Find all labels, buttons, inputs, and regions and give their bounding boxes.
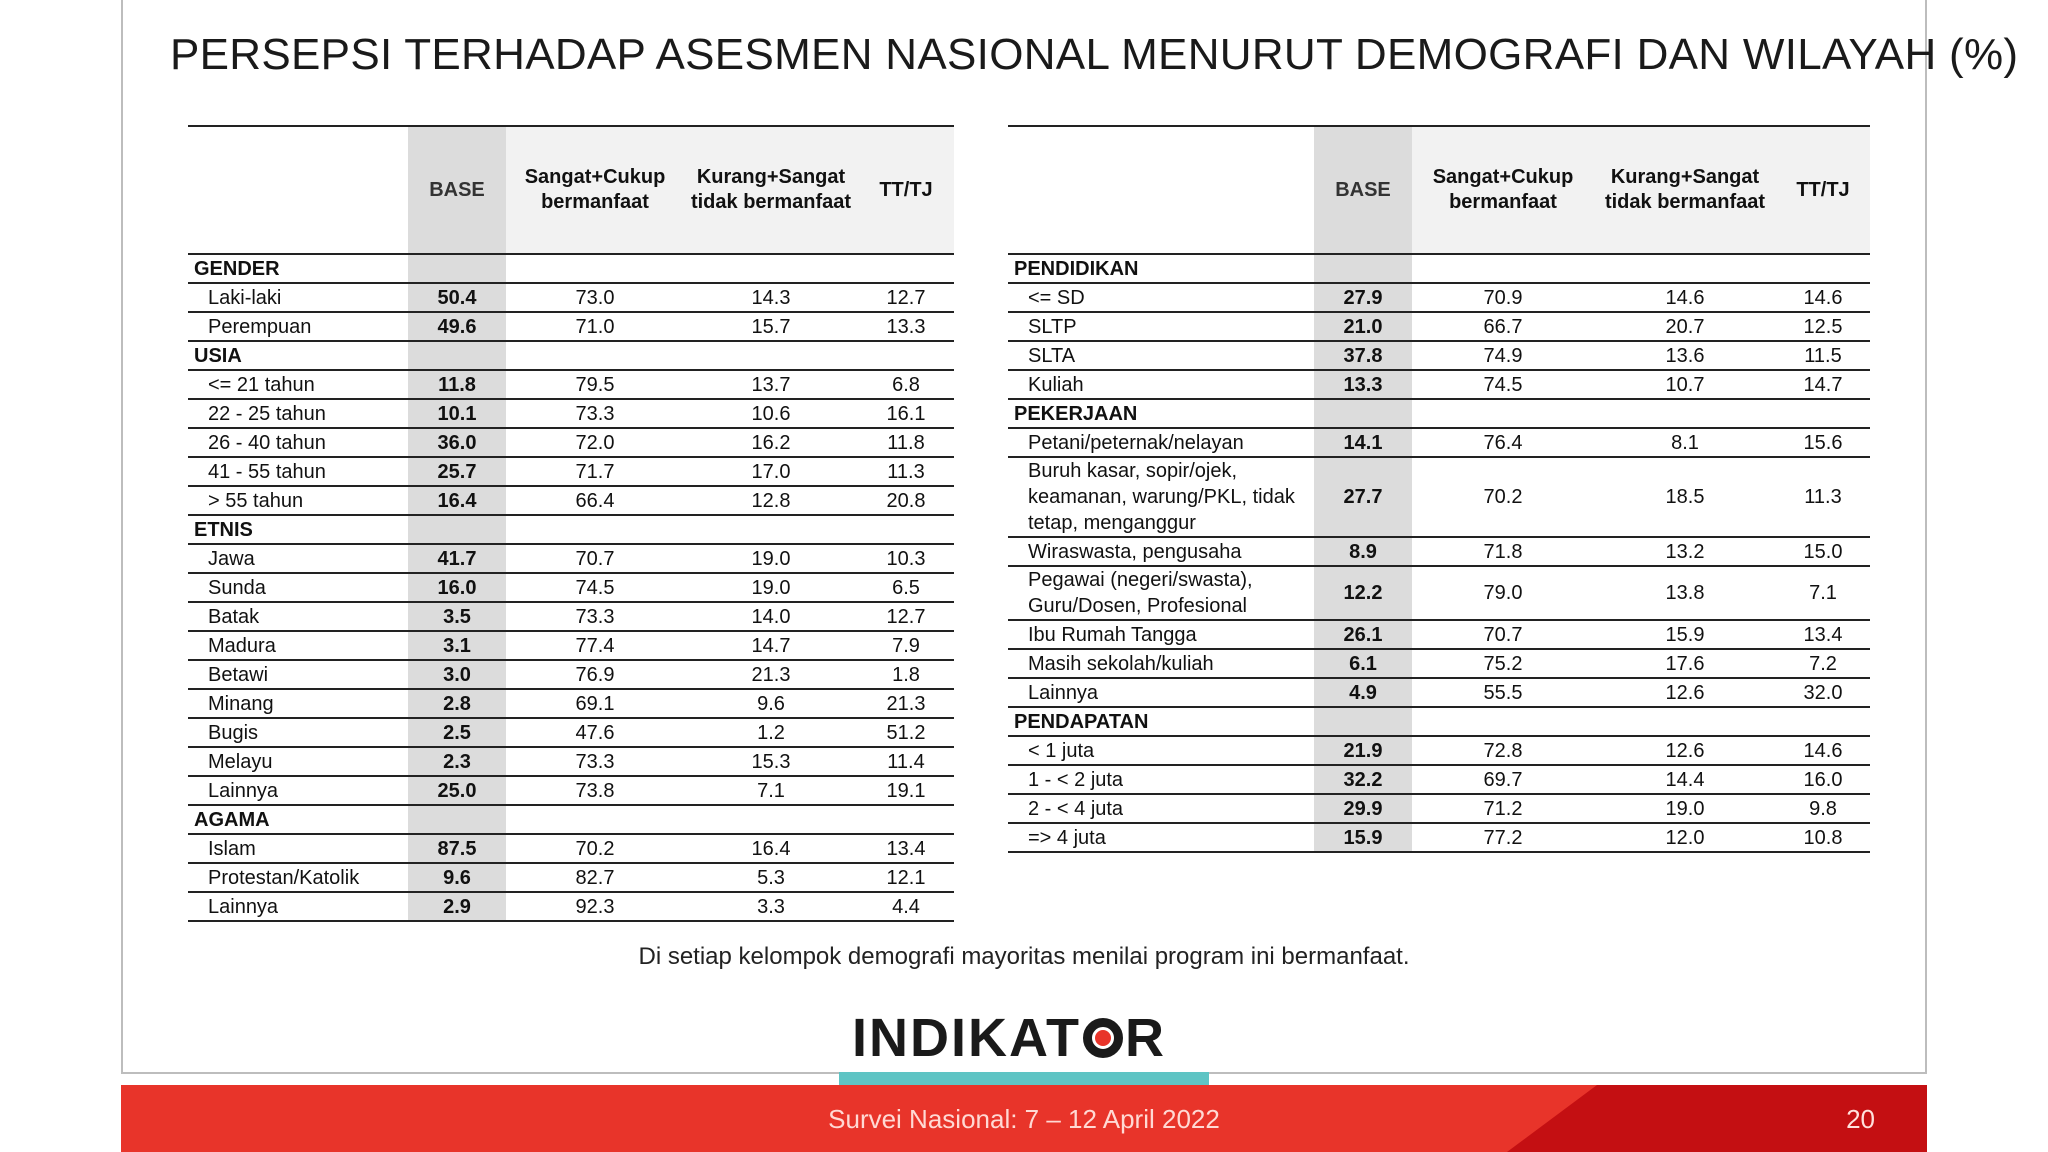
table-row — [1008, 341, 1870, 370]
row-label: < 1 juta — [1008, 736, 1314, 765]
empty-cell — [408, 254, 506, 283]
section-header: GENDER — [188, 254, 408, 283]
sangat-cukup-value: 70.2 — [506, 834, 684, 863]
table-row — [1008, 370, 1870, 399]
footer-bar — [121, 1085, 1927, 1152]
empty-cell — [858, 805, 954, 834]
row-label: <= 21 tahun — [188, 370, 408, 399]
row-label: 1 - < 2 juta — [1008, 765, 1314, 794]
kurang-sangat-value: 15.3 — [684, 747, 858, 776]
tt-tj-value: 10.8 — [1776, 823, 1870, 852]
header-sangat-cukup: Sangat+Cukup bermanfaat — [506, 126, 684, 254]
table-row — [1008, 649, 1870, 678]
row-label: SLTA — [1008, 341, 1314, 370]
empty-cell — [1594, 399, 1776, 428]
table-row — [188, 689, 954, 718]
logo-text-left: INDIKAT — [852, 1008, 1081, 1068]
table-row — [188, 457, 954, 486]
table-row — [1008, 537, 1870, 566]
empty-cell — [506, 515, 684, 544]
base-value: 16.0 — [408, 573, 506, 602]
empty-cell — [858, 515, 954, 544]
sangat-cukup-value: 73.0 — [506, 283, 684, 312]
kurang-sangat-value: 12.0 — [1594, 823, 1776, 852]
section-row — [188, 805, 954, 834]
table-row — [188, 544, 954, 573]
tt-tj-value: 16.0 — [1776, 765, 1870, 794]
row-label: <= SD — [1008, 283, 1314, 312]
section-row — [1008, 707, 1870, 736]
sangat-cukup-value: 77.2 — [1412, 823, 1594, 852]
empty-cell — [1412, 399, 1594, 428]
table-row — [188, 660, 954, 689]
sangat-cukup-value: 69.1 — [506, 689, 684, 718]
header-label-col — [188, 126, 408, 254]
section-header: PENDIDIKAN — [1008, 254, 1314, 283]
header-kurang-sangat: Kurang+Sangat tidak bermanfaat — [1594, 126, 1776, 254]
base-value: 3.1 — [408, 631, 506, 660]
header-tt-tj: TT/TJ — [1776, 126, 1870, 254]
row-label: Batak — [188, 602, 408, 631]
sangat-cukup-value: 76.4 — [1412, 428, 1594, 457]
row-label: Minang — [188, 689, 408, 718]
kurang-sangat-value: 14.6 — [1594, 283, 1776, 312]
sangat-cukup-value: 74.5 — [506, 573, 684, 602]
base-value: 21.0 — [1314, 312, 1412, 341]
left-table — [188, 125, 954, 922]
sangat-cukup-value: 71.8 — [1412, 537, 1594, 566]
kurang-sangat-value: 15.9 — [1594, 620, 1776, 649]
base-value: 2.8 — [408, 689, 506, 718]
base-value: 26.1 — [1314, 620, 1412, 649]
base-value: 27.7 — [1314, 457, 1412, 537]
row-label: Wiraswasta, pengusaha — [1008, 537, 1314, 566]
table-row — [188, 428, 954, 457]
kurang-sangat-value: 8.1 — [1594, 428, 1776, 457]
kurang-sangat-value: 19.0 — [684, 573, 858, 602]
table-row — [188, 631, 954, 660]
table-row — [1008, 736, 1870, 765]
tt-tj-value: 51.2 — [858, 718, 954, 747]
tt-tj-value: 16.1 — [858, 399, 954, 428]
sangat-cukup-value: 75.2 — [1412, 649, 1594, 678]
row-label: Lainnya — [1008, 678, 1314, 707]
base-value: 4.9 — [1314, 678, 1412, 707]
kurang-sangat-value: 16.2 — [684, 428, 858, 457]
base-value: 14.1 — [1314, 428, 1412, 457]
row-label: Lainnya — [188, 892, 408, 921]
kurang-sangat-value: 14.4 — [1594, 765, 1776, 794]
base-value: 50.4 — [408, 283, 506, 312]
empty-cell — [1776, 399, 1870, 428]
kurang-sangat-value: 20.7 — [1594, 312, 1776, 341]
table-row — [188, 312, 954, 341]
base-value: 29.9 — [1314, 794, 1412, 823]
kurang-sangat-value: 21.3 — [684, 660, 858, 689]
empty-cell — [858, 341, 954, 370]
survey-caption: Survei Nasional: 7 – 12 April 2022 — [828, 1104, 1220, 1134]
base-value: 3.5 — [408, 602, 506, 631]
empty-cell — [1776, 707, 1870, 736]
tt-tj-value: 11.5 — [1776, 341, 1870, 370]
right-table — [1008, 125, 1870, 853]
table-row — [1008, 428, 1870, 457]
tt-tj-value: 13.3 — [858, 312, 954, 341]
row-label: 41 - 55 tahun — [188, 457, 408, 486]
tt-tj-value: 11.3 — [858, 457, 954, 486]
row-label: Lainnya — [188, 776, 408, 805]
base-value: 2.5 — [408, 718, 506, 747]
sangat-cukup-value: 74.5 — [1412, 370, 1594, 399]
tt-tj-value: 14.6 — [1776, 283, 1870, 312]
base-value: 2.3 — [408, 747, 506, 776]
sangat-cukup-value: 70.7 — [1412, 620, 1594, 649]
section-row — [1008, 399, 1870, 428]
tt-tj-value: 12.7 — [858, 283, 954, 312]
row-label: Betawi — [188, 660, 408, 689]
table-row — [1008, 283, 1870, 312]
empty-cell — [1776, 254, 1870, 283]
base-value: 9.6 — [408, 863, 506, 892]
row-label: Laki-laki — [188, 283, 408, 312]
base-value: 27.9 — [1314, 283, 1412, 312]
sangat-cukup-value: 70.9 — [1412, 283, 1594, 312]
kurang-sangat-value: 9.6 — [684, 689, 858, 718]
header-tt-tj: TT/TJ — [858, 126, 954, 254]
section-header: AGAMA — [188, 805, 408, 834]
table-row — [188, 399, 954, 428]
row-label: Pegawai (negeri/swasta), Guru/Dosen, Profesional — [1008, 566, 1314, 620]
kurang-sangat-value: 13.7 — [684, 370, 858, 399]
section-header: PEKERJAAN — [1008, 399, 1314, 428]
logo-target-icon — [1083, 1018, 1123, 1058]
table-row — [188, 486, 954, 515]
kurang-sangat-value: 10.7 — [1594, 370, 1776, 399]
table-row — [1008, 765, 1870, 794]
kurang-sangat-value: 14.3 — [684, 283, 858, 312]
kurang-sangat-value: 12.6 — [1594, 678, 1776, 707]
empty-cell — [684, 515, 858, 544]
tt-tj-value: 11.4 — [858, 747, 954, 776]
header-base: BASE — [1314, 126, 1412, 254]
table-row — [1008, 678, 1870, 707]
tt-tj-value: 21.3 — [858, 689, 954, 718]
tt-tj-value: 13.4 — [1776, 620, 1870, 649]
tt-tj-value: 6.5 — [858, 573, 954, 602]
sangat-cukup-value: 82.7 — [506, 863, 684, 892]
tt-tj-value: 11.3 — [1776, 457, 1870, 537]
row-label: => 4 juta — [1008, 823, 1314, 852]
base-value: 36.0 — [408, 428, 506, 457]
sangat-cukup-value: 66.7 — [1412, 312, 1594, 341]
page-number: 20 — [1846, 1104, 1875, 1134]
base-value: 6.1 — [1314, 649, 1412, 678]
empty-cell — [408, 341, 506, 370]
tt-tj-value: 14.6 — [1776, 736, 1870, 765]
table-row — [1008, 457, 1870, 537]
empty-cell — [408, 805, 506, 834]
sangat-cukup-value: 74.9 — [1412, 341, 1594, 370]
empty-cell — [1412, 254, 1594, 283]
base-value: 2.9 — [408, 892, 506, 921]
header-sangat-cukup: Sangat+Cukup bermanfaat — [1412, 126, 1594, 254]
tt-tj-value: 15.0 — [1776, 537, 1870, 566]
base-value: 21.9 — [1314, 736, 1412, 765]
table-row — [188, 863, 954, 892]
sangat-cukup-value: 73.3 — [506, 602, 684, 631]
tt-tj-value: 7.2 — [1776, 649, 1870, 678]
kurang-sangat-value: 18.5 — [1594, 457, 1776, 537]
kurang-sangat-value: 12.8 — [684, 486, 858, 515]
empty-cell — [1594, 707, 1776, 736]
tt-tj-value: 20.8 — [858, 486, 954, 515]
kurang-sangat-value: 7.1 — [684, 776, 858, 805]
empty-cell — [1314, 707, 1412, 736]
empty-cell — [1412, 707, 1594, 736]
tt-tj-value: 6.8 — [858, 370, 954, 399]
empty-cell — [408, 515, 506, 544]
row-label: Perempuan — [188, 312, 408, 341]
kurang-sangat-value: 14.0 — [684, 602, 858, 631]
tt-tj-value: 10.3 — [858, 544, 954, 573]
section-header: ETNIS — [188, 515, 408, 544]
sangat-cukup-value: 77.4 — [506, 631, 684, 660]
sangat-cukup-value: 73.3 — [506, 399, 684, 428]
row-label: Jawa — [188, 544, 408, 573]
table-row — [1008, 566, 1870, 620]
empty-cell — [684, 254, 858, 283]
tt-tj-value: 14.7 — [1776, 370, 1870, 399]
row-label: Kuliah — [1008, 370, 1314, 399]
tt-tj-value: 12.7 — [858, 602, 954, 631]
sangat-cukup-value: 79.0 — [1412, 566, 1594, 620]
table-row — [1008, 312, 1870, 341]
row-label: Bugis — [188, 718, 408, 747]
base-value: 12.2 — [1314, 566, 1412, 620]
base-value: 87.5 — [408, 834, 506, 863]
empty-cell — [506, 254, 684, 283]
row-label: Madura — [188, 631, 408, 660]
kurang-sangat-value: 1.2 — [684, 718, 858, 747]
table-row — [188, 776, 954, 805]
base-value: 8.9 — [1314, 537, 1412, 566]
row-label: > 55 tahun — [188, 486, 408, 515]
base-value: 15.9 — [1314, 823, 1412, 852]
sangat-cukup-value: 70.2 — [1412, 457, 1594, 537]
tt-tj-value: 15.6 — [1776, 428, 1870, 457]
section-row — [188, 254, 954, 283]
kurang-sangat-value: 13.8 — [1594, 566, 1776, 620]
kurang-sangat-value: 15.7 — [684, 312, 858, 341]
kurang-sangat-value: 14.7 — [684, 631, 858, 660]
sangat-cukup-value: 66.4 — [506, 486, 684, 515]
tt-tj-value: 7.1 — [1776, 566, 1870, 620]
sangat-cukup-value: 71.0 — [506, 312, 684, 341]
footnote: Di setiap kelompok demografi mayoritas menilai program ini bermanfaat. — [638, 943, 1410, 970]
tt-tj-value: 32.0 — [1776, 678, 1870, 707]
table-row — [188, 573, 954, 602]
section-row — [188, 341, 954, 370]
base-value: 37.8 — [1314, 341, 1412, 370]
sangat-cukup-value: 79.5 — [506, 370, 684, 399]
row-label: Ibu Rumah Tangga — [1008, 620, 1314, 649]
table-row — [188, 370, 954, 399]
sangat-cukup-value: 73.8 — [506, 776, 684, 805]
base-value: 11.8 — [408, 370, 506, 399]
table-row — [188, 283, 954, 312]
tt-tj-value: 11.8 — [858, 428, 954, 457]
kurang-sangat-value: 12.6 — [1594, 736, 1776, 765]
empty-cell — [684, 341, 858, 370]
base-value: 25.7 — [408, 457, 506, 486]
tt-tj-value: 4.4 — [858, 892, 954, 921]
header-label-col — [1008, 126, 1314, 254]
table-row — [188, 602, 954, 631]
tt-tj-value: 13.4 — [858, 834, 954, 863]
empty-cell — [1594, 254, 1776, 283]
sangat-cukup-value: 72.8 — [1412, 736, 1594, 765]
sangat-cukup-value: 72.0 — [506, 428, 684, 457]
kurang-sangat-value: 19.0 — [684, 544, 858, 573]
sangat-cukup-value: 69.7 — [1412, 765, 1594, 794]
kurang-sangat-value: 3.3 — [684, 892, 858, 921]
tt-tj-value: 12.1 — [858, 863, 954, 892]
table-row — [188, 718, 954, 747]
sangat-cukup-value: 73.3 — [506, 747, 684, 776]
kurang-sangat-value: 17.6 — [1594, 649, 1776, 678]
base-value: 25.0 — [408, 776, 506, 805]
table-row — [1008, 620, 1870, 649]
empty-cell — [858, 254, 954, 283]
base-value: 49.6 — [408, 312, 506, 341]
row-label: Masih sekolah/kuliah — [1008, 649, 1314, 678]
row-label: Sunda — [188, 573, 408, 602]
table-row — [188, 834, 954, 863]
empty-cell — [1314, 399, 1412, 428]
row-label: Islam — [188, 834, 408, 863]
base-value: 41.7 — [408, 544, 506, 573]
base-value: 10.1 — [408, 399, 506, 428]
row-label: 2 - < 4 juta — [1008, 794, 1314, 823]
table-row — [1008, 823, 1870, 852]
sangat-cukup-value: 71.2 — [1412, 794, 1594, 823]
base-value: 16.4 — [408, 486, 506, 515]
section-header: USIA — [188, 341, 408, 370]
section-header: PENDAPATAN — [1008, 707, 1314, 736]
empty-cell — [506, 341, 684, 370]
row-label: Buruh kasar, sopir/ojek, keamanan, warung/PKL, tidak tetap, menganggur — [1008, 457, 1314, 537]
sangat-cukup-value: 55.5 — [1412, 678, 1594, 707]
slide-title: PERSEPSI TERHADAP ASESMEN NASIONAL MENURUT DEMOGRAFI DAN WILAYAH (%) — [170, 30, 2019, 79]
base-value: 32.2 — [1314, 765, 1412, 794]
kurang-sangat-value: 5.3 — [684, 863, 858, 892]
kurang-sangat-value: 17.0 — [684, 457, 858, 486]
logo-text-right: R — [1124, 1008, 1166, 1068]
kurang-sangat-value: 16.4 — [684, 834, 858, 863]
header-kurang-sangat: Kurang+Sangat tidak bermanfaat — [684, 126, 858, 254]
kurang-sangat-value: 13.2 — [1594, 537, 1776, 566]
sangat-cukup-value: 70.7 — [506, 544, 684, 573]
row-label: Protestan/Katolik — [188, 863, 408, 892]
kurang-sangat-value: 13.6 — [1594, 341, 1776, 370]
section-row — [188, 515, 954, 544]
sangat-cukup-value: 92.3 — [506, 892, 684, 921]
tt-tj-value: 7.9 — [858, 631, 954, 660]
base-value: 3.0 — [408, 660, 506, 689]
base-value: 13.3 — [1314, 370, 1412, 399]
row-label: Petani/peternak/nelayan — [1008, 428, 1314, 457]
header-base: BASE — [408, 126, 506, 254]
row-label: SLTP — [1008, 312, 1314, 341]
row-label: 22 - 25 tahun — [188, 399, 408, 428]
tt-tj-value: 12.5 — [1776, 312, 1870, 341]
row-label: Melayu — [188, 747, 408, 776]
kurang-sangat-value: 19.0 — [1594, 794, 1776, 823]
sangat-cukup-value: 71.7 — [506, 457, 684, 486]
empty-cell — [1314, 254, 1412, 283]
empty-cell — [684, 805, 858, 834]
section-row — [1008, 254, 1870, 283]
table-row — [188, 747, 954, 776]
indikator-logo — [852, 1010, 1166, 1066]
sangat-cukup-value: 47.6 — [506, 718, 684, 747]
sangat-cukup-value: 76.9 — [506, 660, 684, 689]
row-label: 26 - 40 tahun — [188, 428, 408, 457]
tt-tj-value: 9.8 — [1776, 794, 1870, 823]
table-row — [1008, 794, 1870, 823]
kurang-sangat-value: 10.6 — [684, 399, 858, 428]
tt-tj-value: 19.1 — [858, 776, 954, 805]
empty-cell — [506, 805, 684, 834]
tt-tj-value: 1.8 — [858, 660, 954, 689]
table-row — [188, 892, 954, 921]
